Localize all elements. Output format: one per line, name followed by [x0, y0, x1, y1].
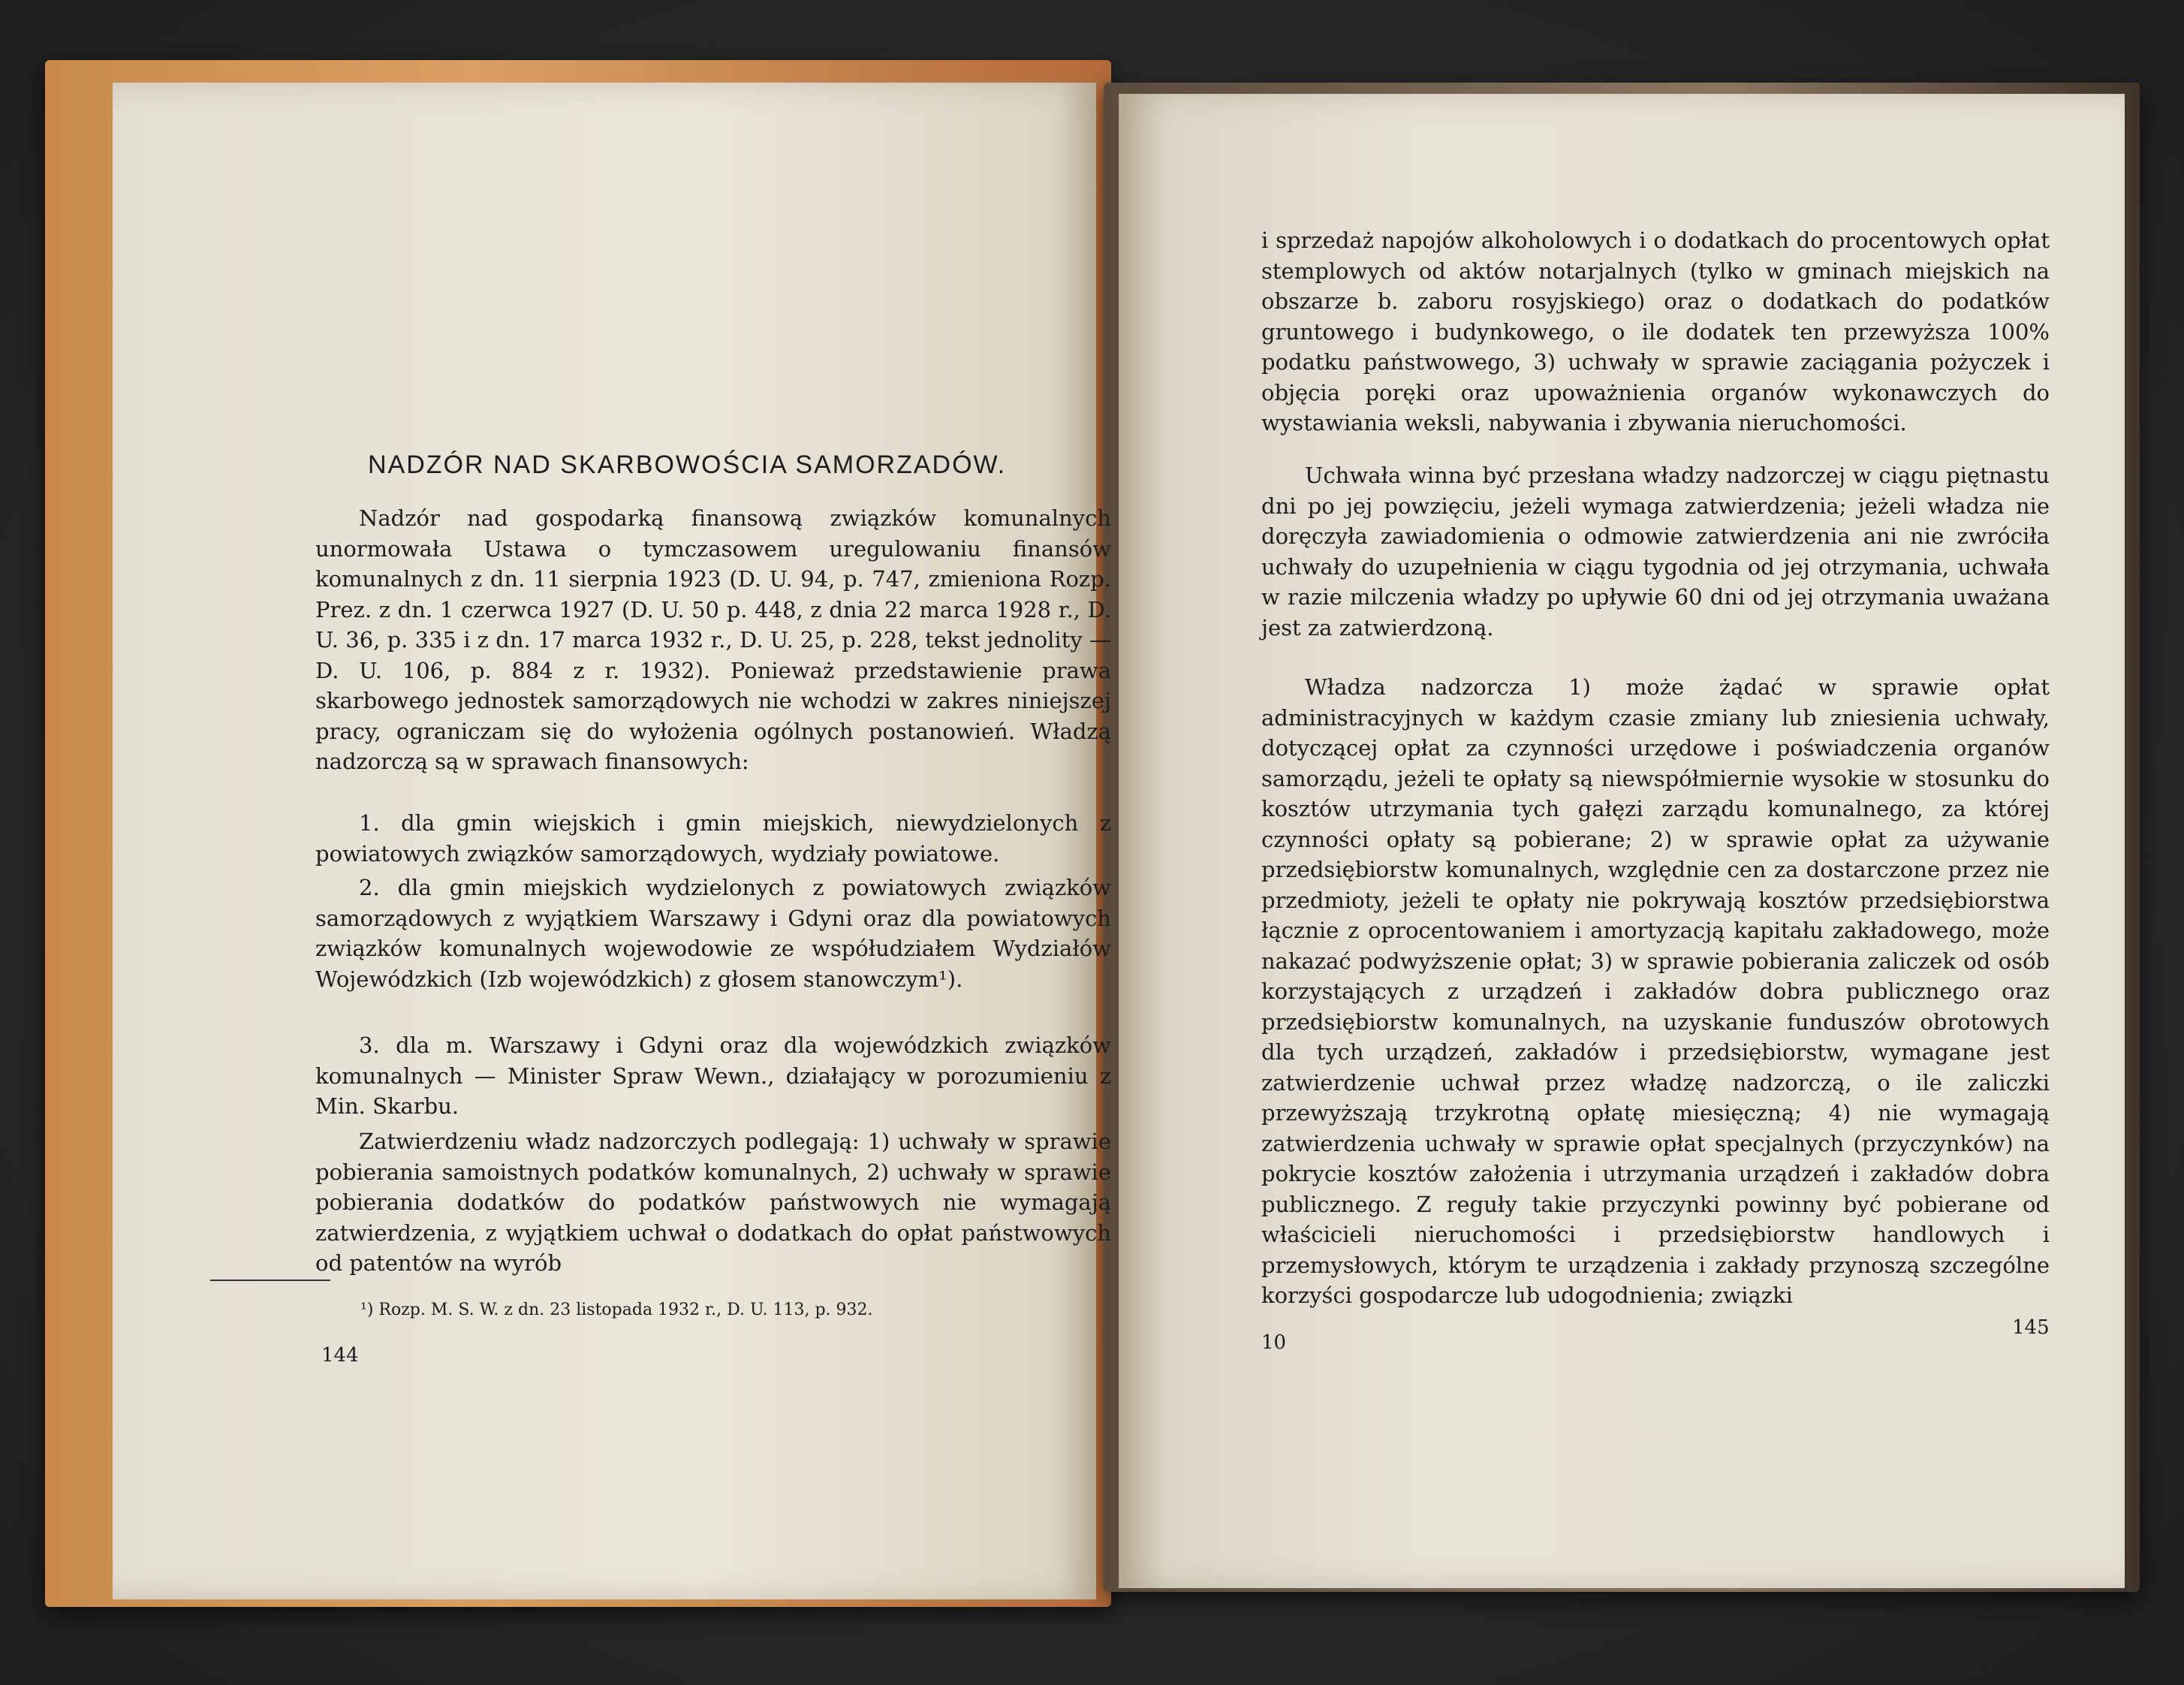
- left-paragraph-item-1: 1. dla gmin wiejskich i gmin miejskich, niewydzielonych z powiatowych związków samorządowych, wydziały powiatowe.: [315, 810, 1111, 867]
- footnote-rule: [210, 1280, 330, 1281]
- left-paragraph-approval: Zatwierdzeniu władz nadzorczych podlegają: 1) uchwały w sprawie pobierania samoistnych podatków komunalnych, 2) uchwały w sprawie pobierania dodatków do podatków państwowych nie wymagają zatwierdzenia, z wyjątkiem uchwał o dodatkach do opłat państwowych od patentów na wyrób: [315, 1129, 1111, 1276]
- right-page: [1119, 94, 2125, 1588]
- page-number-right: 145: [2012, 1316, 2050, 1339]
- right-paragraph-continuation: i sprzedaż napojów alkoholowych i o dodatkach do procentowych opłat stemplowych od aktów notarjalnych (tylko w gminach miejskich na obszarze b. zaboru rosyjskiego) oraz o dodatkach do podatków gruntowego i budynkowego, o ile dodatek ten przewyższa 100% podatku państwowego, 3) uchwały w sprawie zaciągania pożyczek i objęcia poręki oraz upoważnienia organów wykonawczych do wystawiania weksli, nabywania i zbywania nieruchomości.: [1261, 228, 2050, 436]
- footnote: ¹) Rozp. M. S. W. z dn. 23 listopada 1932 r., D. U. 113, p. 932.: [360, 1301, 873, 1319]
- left-page: [113, 83, 1111, 1599]
- left-paragraph-item-2: 2. dla gmin miejskich wydzielonych z powiatowych związków samorządowych z wyjątkiem Warszawy i Gdyni oraz dla powiatowych związków komunalnych wojewodowie ze współudziałem Wydziałów Wojewódzkich (Izb wojewódzkich) z głosem stanowczym¹).: [315, 875, 1111, 992]
- right-paragraph-resolution: Uchwała winna być przesłana władzy nadzorczej w ciągu piętnastu dni po jej powzięciu, jeżeli wymaga zatwierdzenia; jeżeli władza nie doręczyła zawiadomienia o odmowie zatwierdzenia ani nie zwróciła uchwały do uzupełnienia w ciągu tygodnia od jej otrzymania, uchwała w razie milczenia władzy po upływie 60 dni od jej otrzymania uważana jest za zatwierdzoną.: [1261, 463, 2050, 641]
- signature-mark: 10: [1261, 1331, 1287, 1354]
- page-heading: NADZÓR NAD SKARBOWOŚCIA SAMORZADÓW.: [368, 451, 1007, 479]
- left-paragraph-intro: Nadzór nad gospodarką finansową związków komunalnych unormowała Ustawa o tymczasowem uregulowaniu finansów komunalnych z dn. 11 sierpnia 1923 (D. U. 94, p. 747, zmieniona Rozp. Prez. z dn. 1 czerwca 1927 (D. U. 50 p. 448, z dnia 22 marca 1928 r., D. U. 36, p. 335 i z dn. 17 marca 1932 r., D. U. 25, p. 228, tekst jednolity — D. U. 106, p. 884 z r. 1932). Ponieważ przedstawienie prawa skarbowego jednostek samorządowych nie wchodzi w zakres niniejszej pracy, ograniczam się do wyłożenia ogólnych postanowień. Władzą nadzorczą są w sprawach finansowych:: [315, 505, 1111, 774]
- left-paragraph-item-3: 3. dla m. Warszawy i Gdyni oraz dla wojewódzkich związków komunalnych — Minister Spraw Wewn., działający w porozumieniu z Min. Skarbu.: [315, 1032, 1111, 1119]
- page-number-left: 144: [321, 1344, 359, 1367]
- right-paragraph-authority: Władza nadzorcza 1) może żądać w sprawie opłat administracyjnych w każdym czasie zmiany lub zniesienia uchwały, dotyczącej opłat za czynności urzędowe i poświadczenia organów samorządu, jeżeli te opłaty są niewspółmiernie wysokie w stosunku do kosztów utrzymania tych gałęzi zarządu komunalnego, za której czynności opłaty są pobierane; 2) w sprawie opłat za używanie przedsiębiorstw komunalnych, względnie cen za dostarczone przez nie przedmioty, jeżeli te opłaty nie pokrywają kosztów przedsiębiorstwa łącznie z oprocentowaniem i amortyzacją kapitału zakładowego, może nakazać podwyższenie opłat; 3) w sprawie pobierania zaliczek od osób korzystających z urządzeń i zakładów dobra publicznego oraz przedsiębiorstw komunalnych, na uzyskanie funduszów obrotowych dla tych urządzeń, zakładów i przedsiębiorstw, wymagane jest zatwierdzenie uchwał przez władzę nadzorczą, o ile zaliczki przewyższają trzykrotną opłatę miesięczną; 4) nie wymagają zatwierdzenia uchwały w sprawie opłat specjalnych (przyczynków) na pokrycie kosztów założenia i utrzymania urządzeń i zakładów dobra publicznego. Z reguły takie przyczynki powinny być pobierane od właścicieli nieruchomości i przedsiębiorstw handlowych i przemysłowych, którym te urządzenia i zakłady przynoszą szczególne korzyści gospodarcze lub udogodnienia; związki: [1261, 674, 2050, 1308]
